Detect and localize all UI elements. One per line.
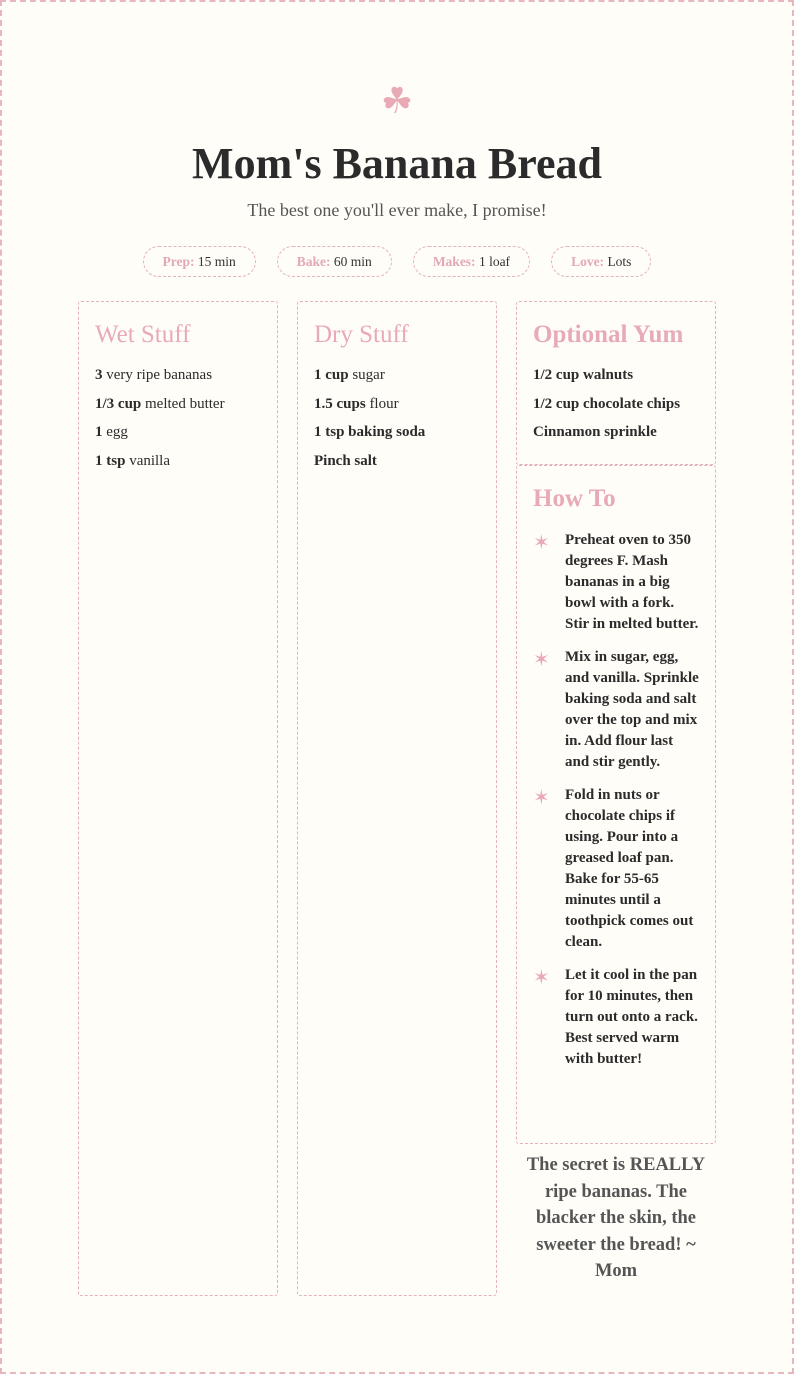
ingredient-qty: 1 tsp baking soda — [314, 424, 426, 440]
ingredient-item — [95, 395, 261, 413]
star-bullet-icon: ✶ — [533, 965, 550, 989]
wet-ingredient-list — [95, 366, 261, 470]
meta-makes — [413, 246, 530, 277]
ingredient-text: melted butter — [141, 395, 225, 412]
meta-prep — [143, 246, 256, 277]
ingredient-item — [95, 423, 261, 441]
ingredient-item — [314, 423, 480, 441]
recipe-header — [0, 80, 794, 221]
recipe-subtitle: The best one you'll ever make, I promise! — [247, 200, 547, 220]
step-text: Fold in nuts or chocolate chips if using. Pour into a greased loaf pan. Bake for 55-65 minutes until a toothpick comes out clean. — [565, 787, 694, 950]
recipe-title: Mom's Banana Bread — [192, 139, 602, 188]
step-item — [533, 785, 699, 953]
optional-yum-title: Optional Yum — [533, 321, 684, 348]
ingredient-qty: 1 tsp — [95, 452, 126, 469]
meta-key: Love: — [571, 254, 605, 269]
ingredient-item: Cinnamon sprinkle — [533, 424, 657, 440]
ingredient-item — [314, 366, 480, 384]
step-item — [533, 647, 699, 773]
ingredient-item — [95, 366, 261, 384]
ingredient-qty: 1 — [95, 424, 103, 440]
ingredient-qty: 3 — [95, 367, 103, 383]
ingredient-item — [314, 395, 480, 413]
meta-value: 15 min — [197, 254, 236, 269]
ingredient-text: flour — [365, 395, 399, 412]
how-to-card — [516, 465, 716, 1144]
meta-key: Prep: — [162, 254, 195, 269]
ingredient-text: vanilla — [125, 452, 171, 469]
ingredient-qty: 1 cup — [314, 367, 349, 383]
ingredient-text: egg — [102, 424, 128, 440]
step-text: Let it cool in the pan for 10 minutes, then turn out onto a rack. Best served warm with butter! — [565, 967, 698, 1067]
ingredient-qty: 1.5 cups — [314, 395, 366, 412]
moms-secret-note: The secret is REALLY ripe bananas. The blacker the skin, the sweeter the bread! ~ Mom — [526, 1155, 706, 1281]
step-item — [533, 965, 699, 1070]
star-bullet-icon: ✶ — [533, 647, 550, 671]
ingredient-qty: 1/3 cup — [95, 395, 142, 412]
wet-stuff-card — [78, 301, 278, 1296]
step-item — [533, 530, 699, 635]
optional-yum-card — [516, 301, 716, 465]
ingredient-item: 1/2 cup walnuts — [533, 367, 634, 383]
recipe-meta — [0, 246, 794, 277]
shamrock-icon: ☘ — [380, 81, 414, 122]
meta-value: 1 loaf — [478, 254, 511, 269]
how-to-title: How To — [533, 485, 616, 512]
meta-bake — [277, 246, 392, 277]
meta-key: Makes: — [432, 254, 476, 269]
meta-value: 60 min — [333, 254, 372, 269]
dry-ingredient-list — [314, 366, 480, 470]
ingredient-item: 1/2 cup chocolate chips — [533, 395, 681, 412]
optional-ingredient-list — [533, 366, 699, 441]
dry-stuff-title: Dry Stuff — [314, 321, 409, 348]
meta-love — [551, 246, 651, 277]
star-bullet-icon: ✶ — [533, 785, 550, 809]
dry-stuff-card — [297, 301, 497, 1296]
meta-value: Lots — [607, 254, 632, 269]
step-text: Preheat oven to 350 degrees F. Mash bananas in a big bowl with a fork. Stir in melted butter. — [565, 532, 699, 632]
ingredient-item — [314, 452, 480, 470]
step-list — [533, 530, 699, 1070]
star-bullet-icon: ✶ — [533, 530, 550, 554]
step-text: Mix in sugar, egg, and vanilla. Sprinkle baking soda and salt over the top and mix in. Add flour last and stir gently. — [565, 649, 699, 770]
wet-stuff-title: Wet Stuff — [95, 321, 191, 348]
ingredient-text: very ripe bananas — [102, 367, 213, 383]
ingredient-item — [95, 452, 261, 470]
ingredient-qty: Pinch salt — [314, 452, 377, 469]
ingredient-text: sugar — [348, 367, 385, 383]
meta-key: Bake: — [296, 254, 331, 269]
